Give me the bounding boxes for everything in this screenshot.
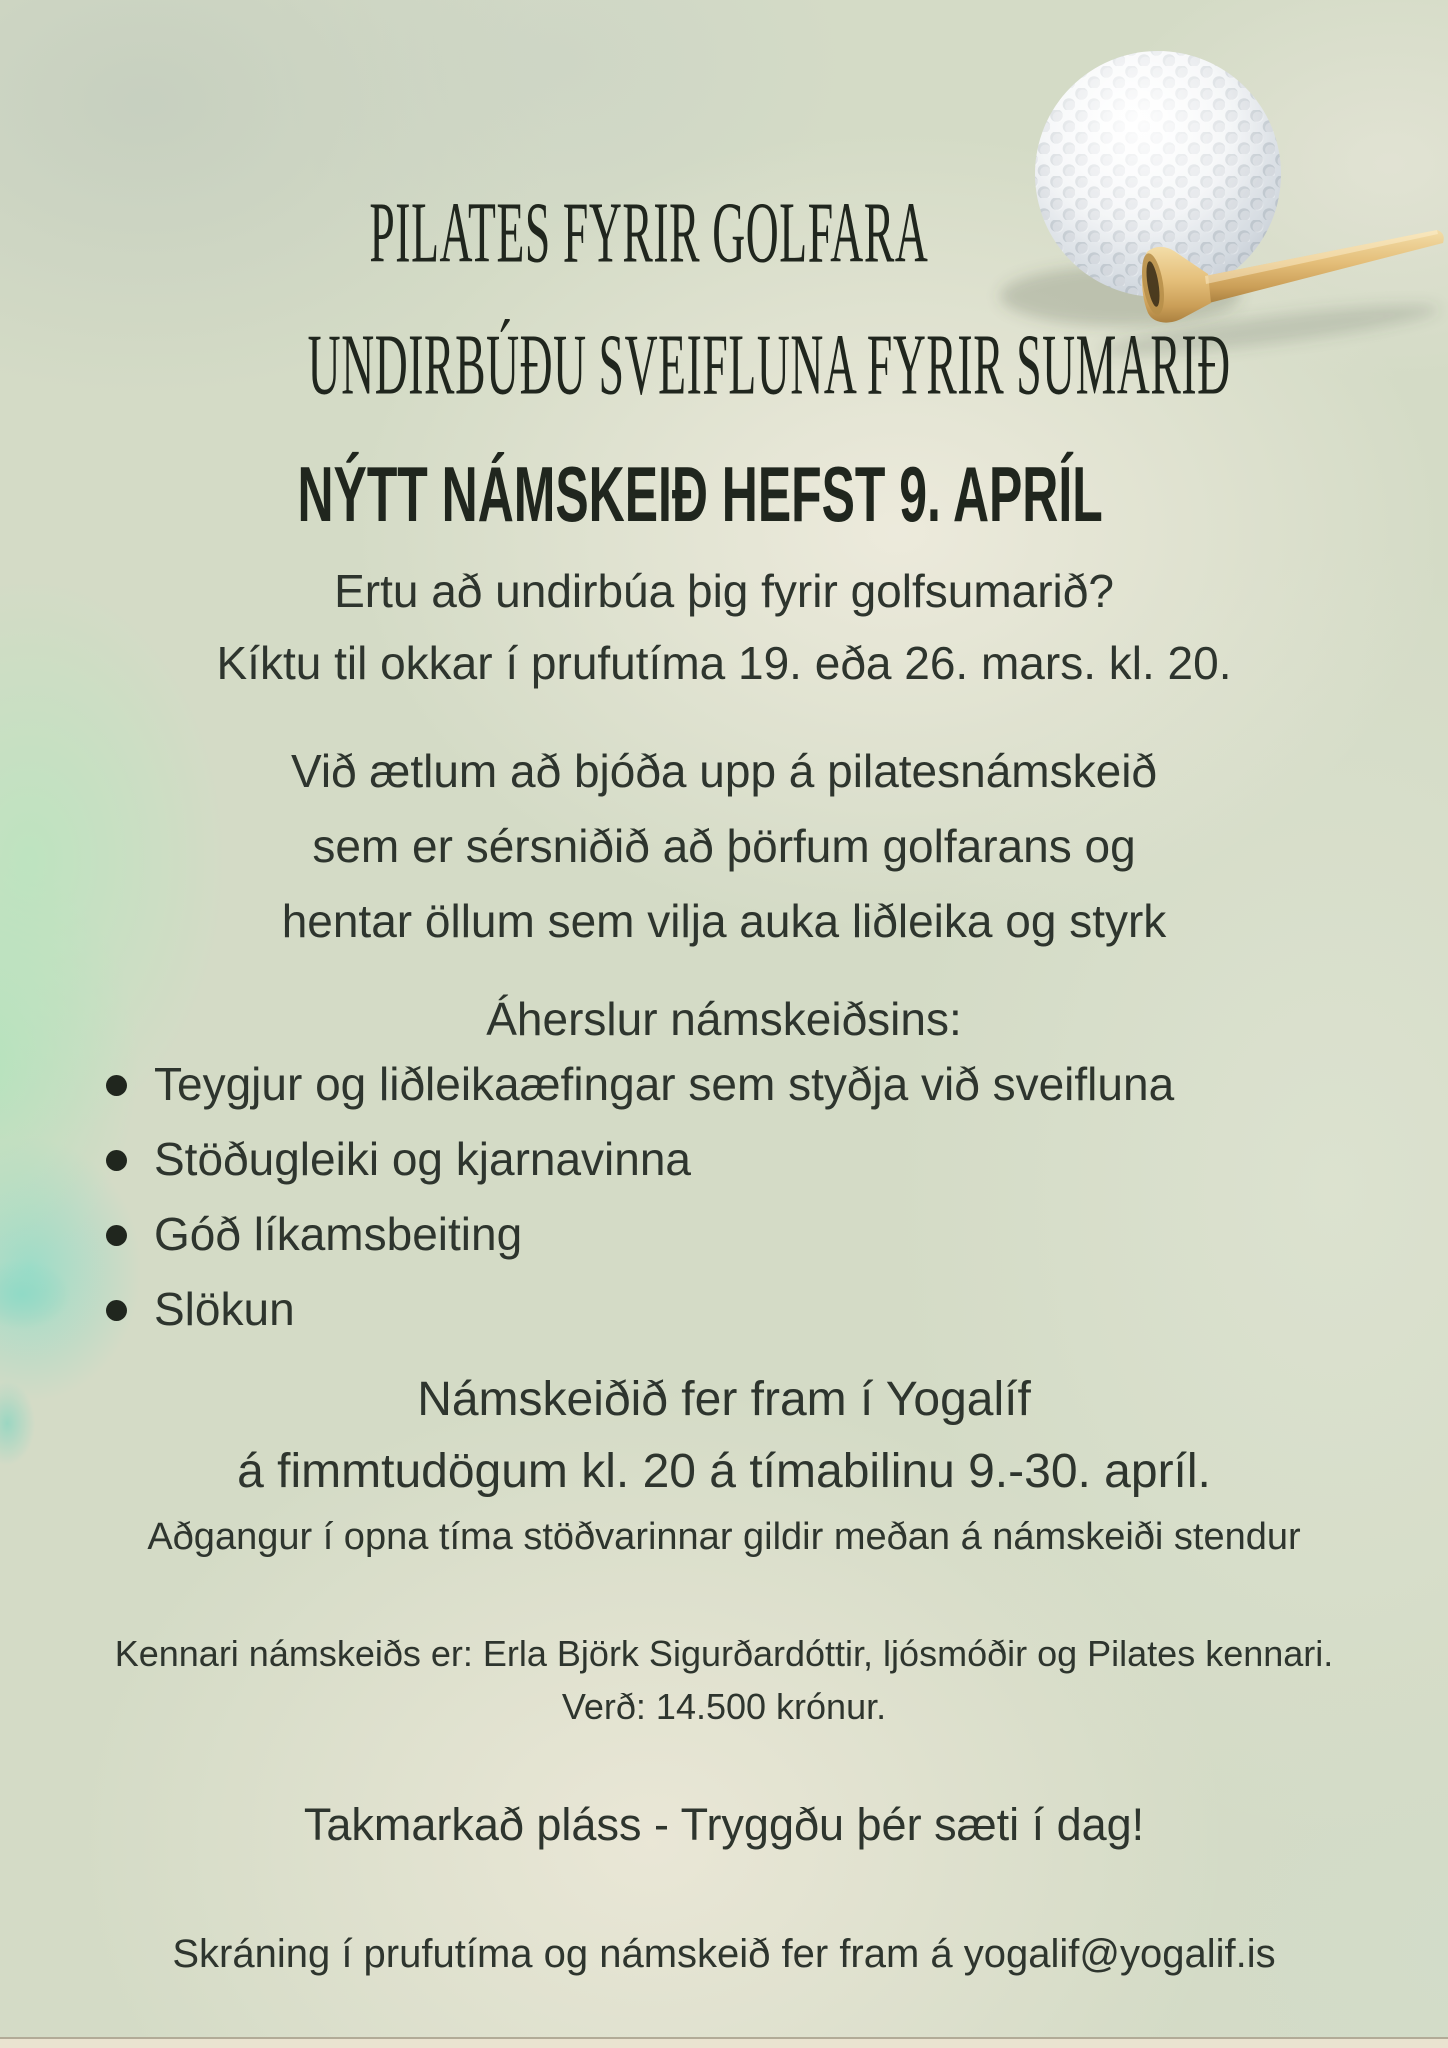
focus-item (106, 1208, 1174, 1261)
bottom-edge (0, 2037, 1448, 2048)
schedule-line-2: á fimmtudögum kl. 20 á tímabilinu 9.-30. apríl. (237, 1445, 1211, 1498)
headline (0, 450, 1448, 540)
focus-heading: Áherslur námskeiðsins: (486, 993, 962, 1045)
price-line: Verð: 14.500 krónur. (561, 1686, 887, 1727)
intro-line-1: Ertu að undirbúa þig fyrir golfsumarið? (334, 565, 1114, 617)
focus-list (106, 1058, 1174, 1358)
focus-item (106, 1283, 1174, 1336)
about-line-3: hentar öllum sem vilja auka liðleika og styrk (281, 895, 1167, 947)
about-line-2: sem er sérsniðið að þörfum golfarans og (312, 820, 1136, 872)
focus-item-text: Stöðugleiki og kjarnavinna (154, 1133, 692, 1185)
focus-item-text: Teygjur og liðleikaæfingar sem styðja við sveifluna (154, 1058, 1175, 1110)
poster-title-text: PILATES FYRIR GOLFARA (369, 185, 929, 281)
headline-text: NÝTT NÁMSKEIÐ HEFST 9. APRÍL (297, 450, 1103, 538)
teacher-line: Kennari námskeiðs er: Erla Björk Sigurðardóttir, ljósmóðir og Pilates kennari. (114, 1633, 1334, 1674)
poster-subtitle (0, 317, 1448, 413)
poster-title (0, 185, 1448, 281)
bullet-dot (106, 1150, 127, 1171)
bullet-dot (106, 1225, 127, 1246)
schedule-note: Aðgangur í opna tíma stöðvarinnar gildir meðan á námskeiði stendur (147, 1516, 1301, 1558)
bullet-dot (106, 1300, 127, 1321)
focus-item-text: Slökun (154, 1283, 295, 1335)
signup-line: Skráning í prufutíma og námskeið fer fram á yogalif@yogalif.is (172, 1932, 1276, 1976)
poster-subtitle-text: UNDIRBÚÐU SVEIFLUNA FYRIR SUMARIÐ (307, 317, 1231, 413)
cta-line: Takmarkað pláss - Tryggðu þér sæti í dag! (303, 1799, 1145, 1850)
focus-item-text: Góð líkamsbeiting (154, 1208, 523, 1260)
focus-item (106, 1133, 1174, 1186)
focus-item (106, 1058, 1174, 1111)
intro-line-2: Kíktu til okkar í prufutíma 19. eða 26. mars. kl. 20. (216, 637, 1232, 689)
schedule-line-1: Námskeiðið fer fram í Yogalíf (417, 1373, 1031, 1426)
about-line-1: Við ætlum að bjóða upp á pilatesnámskeið (290, 745, 1158, 797)
bullet-dot (106, 1075, 127, 1096)
